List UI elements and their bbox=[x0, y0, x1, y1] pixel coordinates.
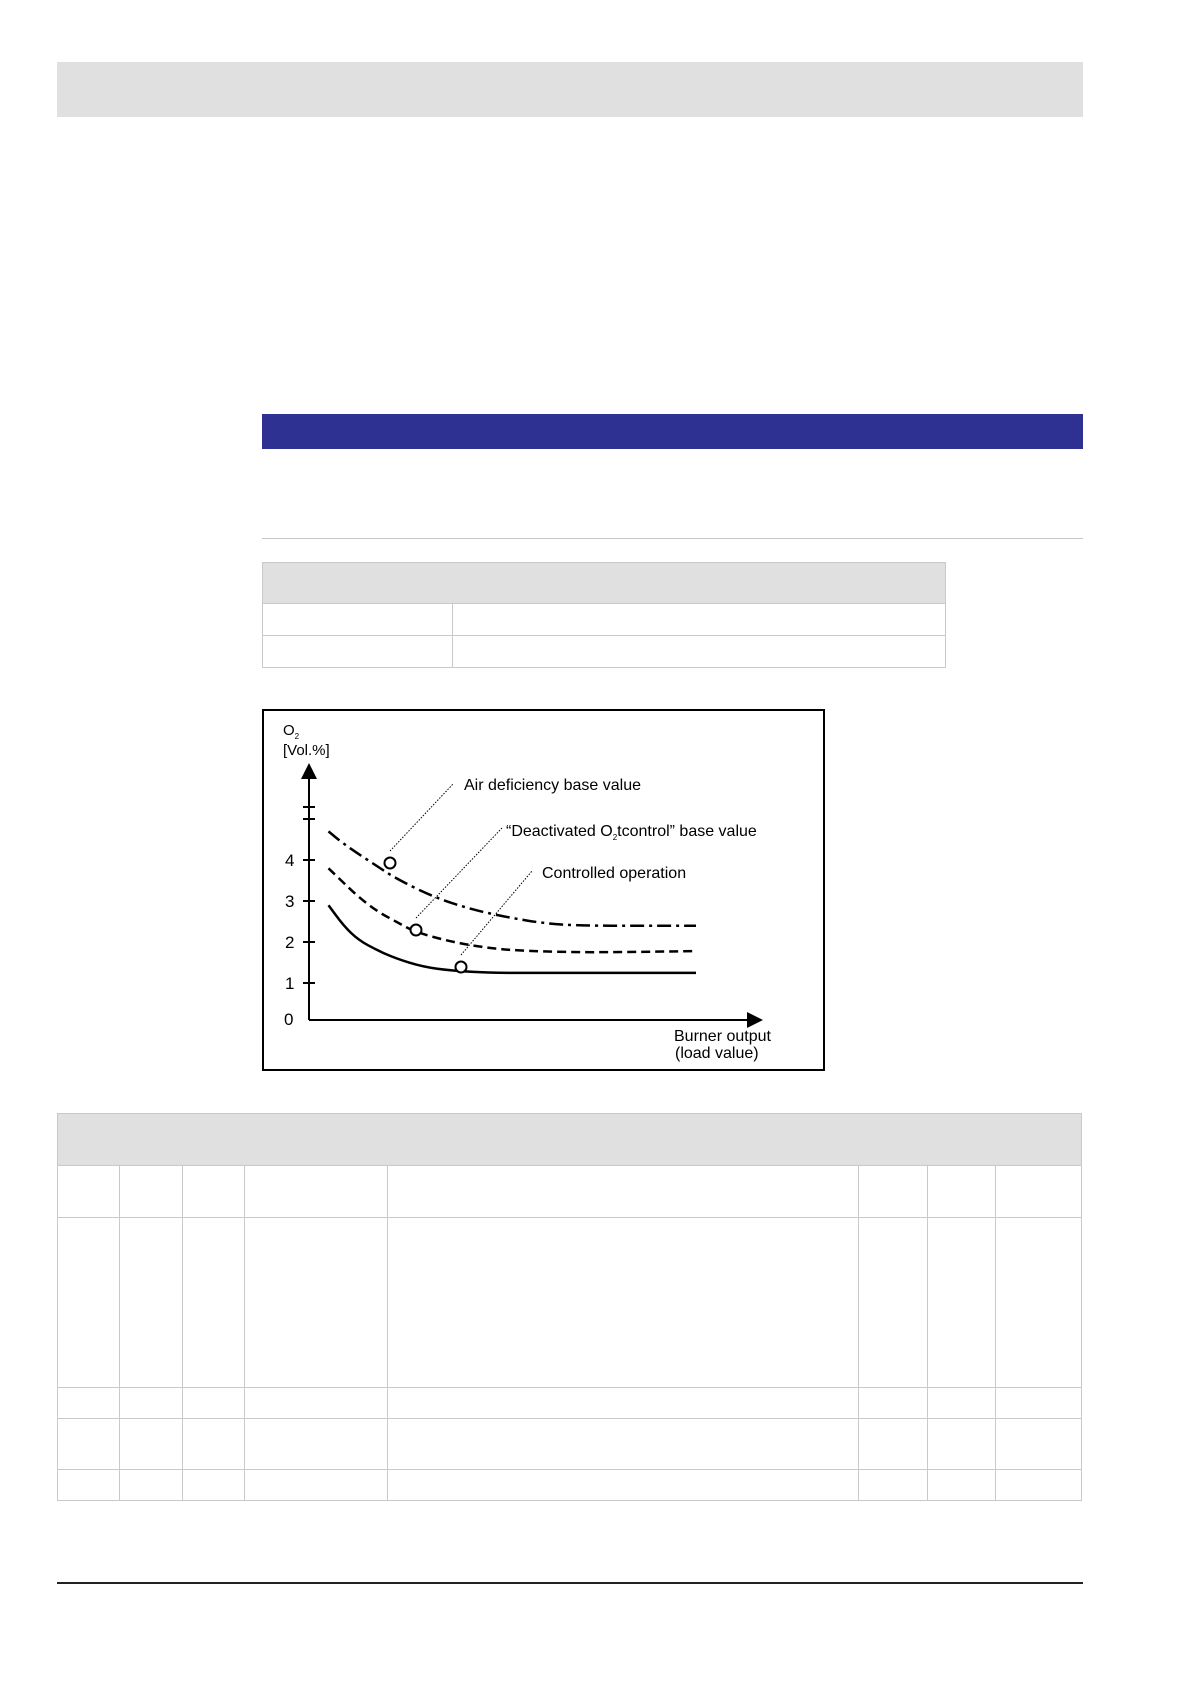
table-cell bbox=[58, 1470, 120, 1501]
footer-divider bbox=[57, 1582, 1083, 1584]
air-deficiency-point-marker bbox=[385, 858, 396, 869]
table-row bbox=[263, 604, 946, 636]
parameter-table bbox=[262, 562, 946, 668]
table-cell bbox=[245, 1470, 388, 1501]
table-header-cell bbox=[58, 1114, 1082, 1166]
callout-air-deficiency: Air deficiency base value bbox=[464, 777, 641, 794]
table-row bbox=[58, 1388, 1082, 1419]
callout-leader-line bbox=[390, 784, 453, 851]
callout-deactivated-part: tcontrol” base value bbox=[617, 823, 757, 840]
table-row bbox=[58, 1166, 1082, 1218]
table-cell bbox=[996, 1388, 1082, 1419]
table-cell bbox=[996, 1218, 1082, 1388]
table-cell bbox=[183, 1470, 245, 1501]
y-axis-symbol-text: O bbox=[283, 722, 295, 739]
table-cell bbox=[388, 1419, 859, 1470]
x-axis-label: (load value) bbox=[675, 1045, 759, 1062]
table-cell bbox=[859, 1218, 928, 1388]
o2-characteristic-chart bbox=[264, 711, 823, 1069]
table-cell bbox=[859, 1470, 928, 1501]
table-cell bbox=[859, 1419, 928, 1470]
y-tick-label: 4 bbox=[285, 851, 295, 870]
callout-deactivated-part: “Deactivated O bbox=[506, 823, 613, 840]
y-tick-label: 0 bbox=[284, 1010, 294, 1029]
table-cell bbox=[388, 1218, 859, 1388]
table-cell bbox=[928, 1218, 996, 1388]
table-cell bbox=[388, 1388, 859, 1419]
y-tick-label: 3 bbox=[285, 892, 295, 911]
table-cell bbox=[120, 1470, 183, 1501]
table-header-row bbox=[58, 1114, 1082, 1166]
table-cell bbox=[453, 636, 946, 668]
callout-deactivated-subscript: 2 bbox=[612, 833, 618, 842]
y-axis-unit: [Vol.%] bbox=[283, 742, 330, 759]
table-header-cell bbox=[263, 563, 946, 604]
table-cell bbox=[928, 1419, 996, 1470]
table-cell bbox=[120, 1388, 183, 1419]
y-axis-subscript: 2 bbox=[294, 732, 300, 741]
y-tick-label: 1 bbox=[285, 974, 295, 993]
table-cell bbox=[120, 1166, 183, 1218]
table-cell bbox=[996, 1419, 1082, 1470]
table-header-row bbox=[263, 563, 946, 604]
callout-deactivated bbox=[506, 823, 757, 842]
table-cell bbox=[245, 1419, 388, 1470]
y-tick-label: 2 bbox=[285, 933, 295, 952]
table-row bbox=[58, 1419, 1082, 1470]
table-row bbox=[263, 636, 946, 668]
notice-divider bbox=[262, 538, 1083, 539]
table-cell bbox=[996, 1470, 1082, 1501]
x-axis-label: Burner output bbox=[674, 1028, 771, 1045]
callout-controlled: Controlled operation bbox=[542, 865, 687, 882]
table-cell bbox=[859, 1166, 928, 1218]
table-cell bbox=[263, 636, 453, 668]
table-cell bbox=[58, 1166, 120, 1218]
table-cell bbox=[928, 1388, 996, 1419]
table-cell bbox=[183, 1218, 245, 1388]
configuration-table bbox=[57, 1113, 1082, 1501]
callout-leader-line bbox=[461, 871, 532, 955]
table-cell bbox=[58, 1419, 120, 1470]
controlled-point-marker bbox=[456, 962, 467, 973]
table-cell bbox=[263, 604, 453, 636]
table-cell bbox=[183, 1388, 245, 1419]
table-cell bbox=[388, 1470, 859, 1501]
table-cell bbox=[859, 1388, 928, 1419]
table-cell bbox=[120, 1419, 183, 1470]
y-axis-arrow bbox=[301, 763, 317, 779]
y-axis-symbol bbox=[283, 722, 300, 741]
table-cell bbox=[245, 1388, 388, 1419]
table-cell bbox=[120, 1218, 183, 1388]
table-row bbox=[58, 1470, 1082, 1501]
table-cell bbox=[183, 1419, 245, 1470]
table-cell bbox=[183, 1166, 245, 1218]
o2-figure-frame bbox=[262, 709, 825, 1071]
table-row bbox=[58, 1218, 1082, 1388]
table-cell bbox=[245, 1166, 388, 1218]
table-cell bbox=[928, 1470, 996, 1501]
page-header-bar bbox=[57, 62, 1083, 117]
table-cell bbox=[388, 1166, 859, 1218]
table-cell bbox=[245, 1218, 388, 1388]
table-cell bbox=[58, 1218, 120, 1388]
table-cell bbox=[58, 1388, 120, 1419]
table-cell bbox=[928, 1166, 996, 1218]
table-cell bbox=[453, 604, 946, 636]
table-cell bbox=[996, 1166, 1082, 1218]
deactivated-point-marker bbox=[411, 925, 422, 936]
x-axis-arrow bbox=[747, 1012, 763, 1028]
notice-header-bar bbox=[262, 414, 1083, 449]
callout-leader-line bbox=[416, 828, 502, 918]
